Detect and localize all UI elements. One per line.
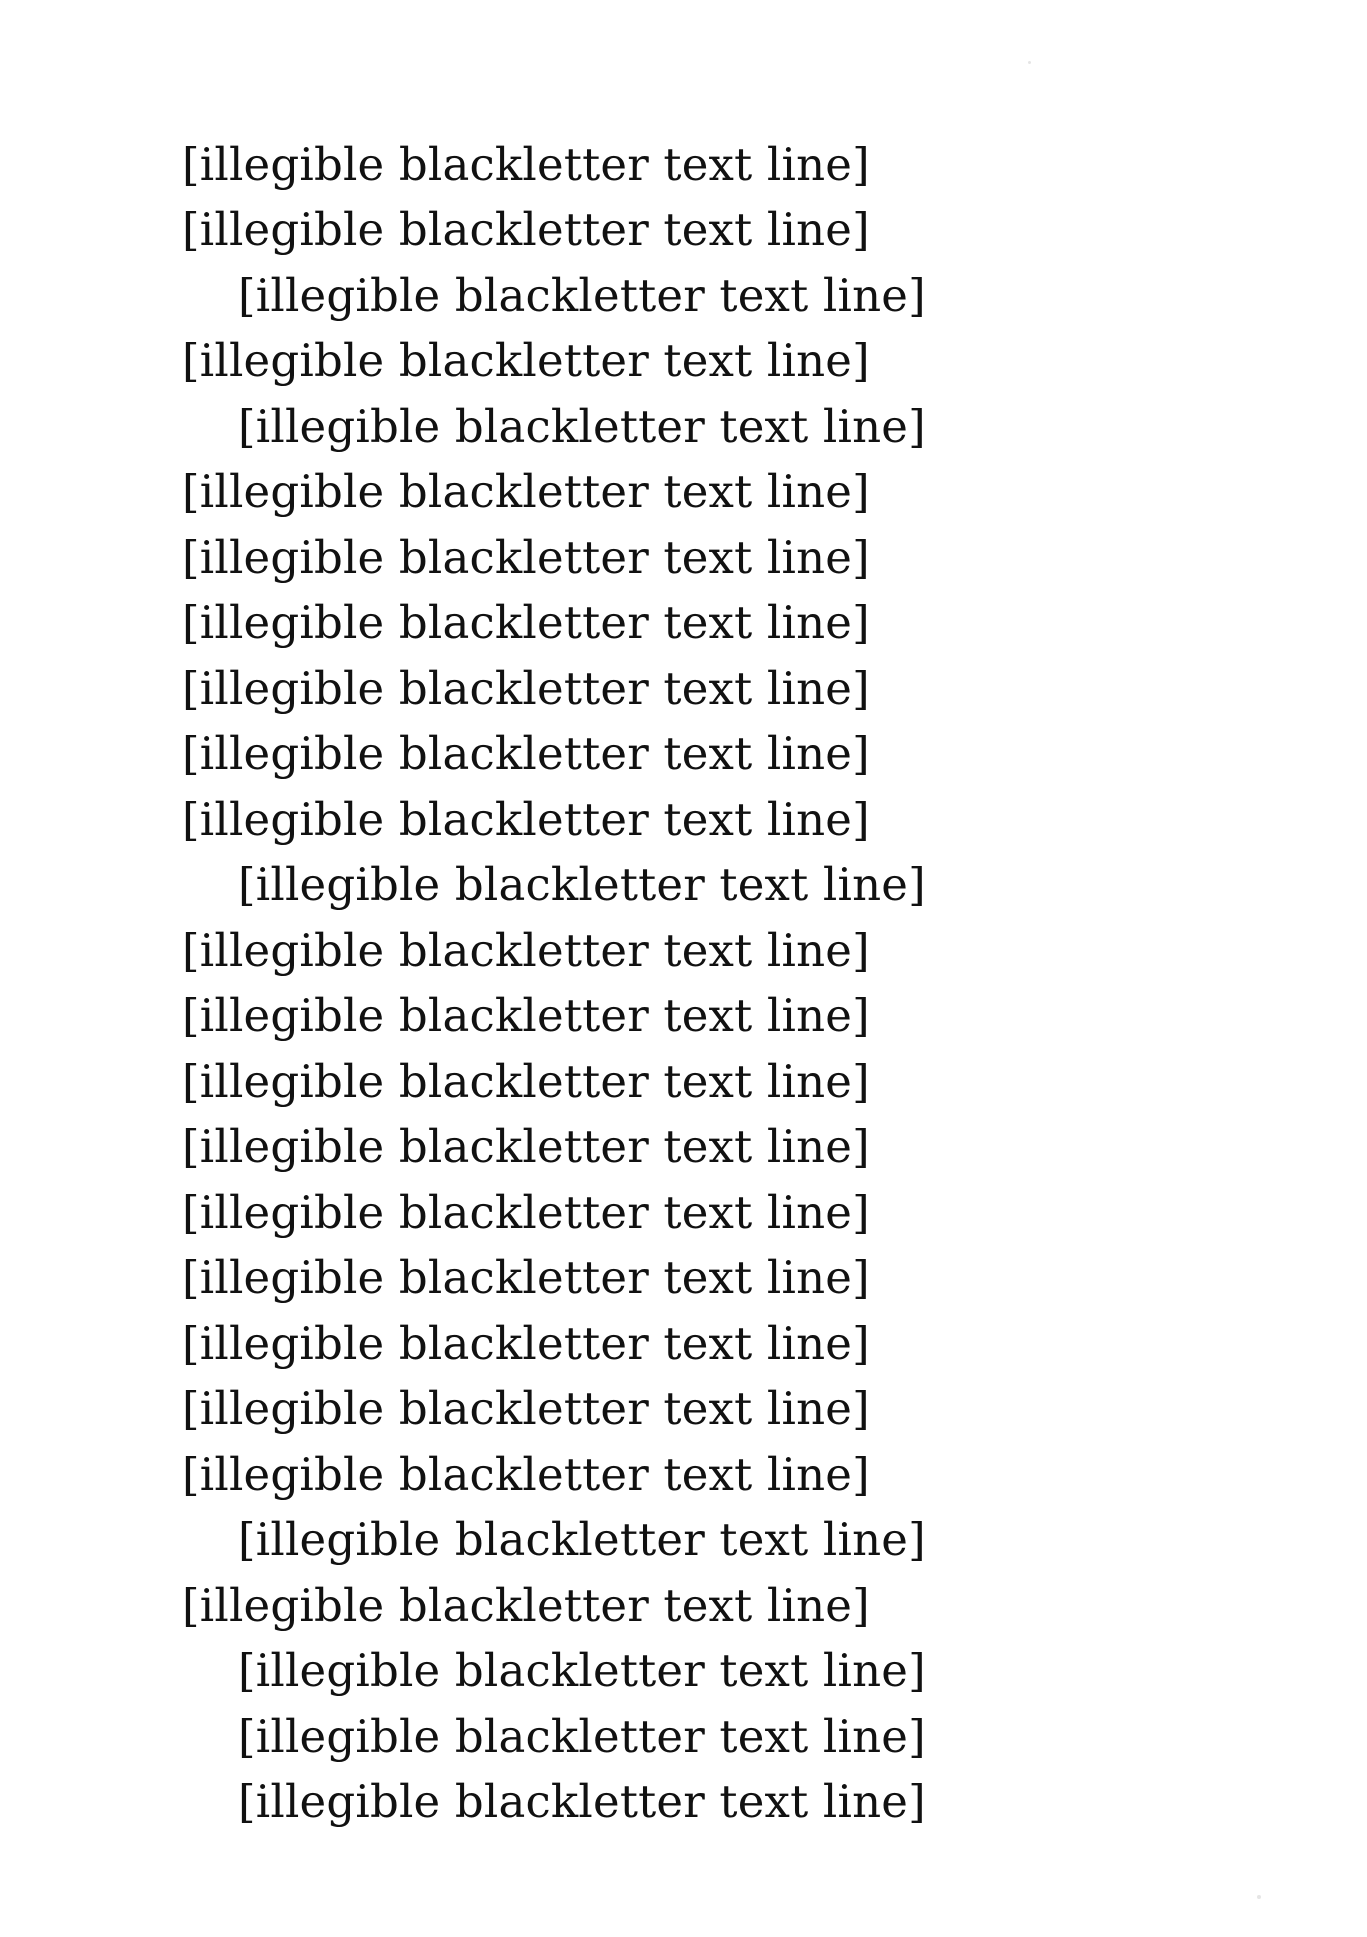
text-line-8: [illegible blackletter text line] xyxy=(182,596,870,649)
text-line-19: [illegible blackletter text line] xyxy=(182,1316,870,1370)
text-line-25: [illegible blackletter text line] xyxy=(238,1709,926,1763)
text-line-26: [illegible blackletter text line] xyxy=(238,1775,926,1828)
text-line-5: [illegible blackletter text line] xyxy=(238,399,926,453)
text-line-24: [illegible blackletter text line] xyxy=(238,1644,926,1697)
text-line-20: [illegible blackletter text line] xyxy=(182,1382,870,1435)
text-line-10: [illegible blackletter text line] xyxy=(182,727,870,780)
text-line-18: [illegible blackletter text line] xyxy=(182,1251,870,1304)
scan-speck xyxy=(1257,1895,1261,1899)
text-block xyxy=(182,132,1197,1835)
text-line-17: [illegible blackletter text line] xyxy=(182,1185,870,1239)
text-line-16: [illegible blackletter text line] xyxy=(182,1120,870,1173)
text-line-21: [illegible blackletter text line] xyxy=(182,1447,870,1501)
text-line-2: [illegible blackletter text line] xyxy=(182,203,870,256)
text-line-12: [illegible blackletter text line] xyxy=(238,858,926,911)
text-line-22: [illegible blackletter text line] xyxy=(238,1513,926,1566)
text-line-23: [illegible blackletter text line] xyxy=(182,1578,870,1632)
text-line-9: [illegible blackletter text line] xyxy=(182,661,870,715)
text-line-6: [illegible blackletter text line] xyxy=(182,465,870,518)
text-line-4: [illegible blackletter text line] xyxy=(182,334,870,387)
text-line-7: [illegible blackletter text line] xyxy=(182,530,870,584)
text-line-11: [illegible blackletter text line] xyxy=(182,792,870,846)
text-line-13: [illegible blackletter text line] xyxy=(182,923,870,977)
text-line-15: [illegible blackletter text line] xyxy=(182,1054,870,1108)
text-line-14: [illegible blackletter text line] xyxy=(182,989,870,1042)
text-line-3: [illegible blackletter text line] xyxy=(238,268,926,322)
scan-speck xyxy=(1028,61,1031,64)
text-line-1: [illegible blackletter text line] xyxy=(182,137,870,191)
